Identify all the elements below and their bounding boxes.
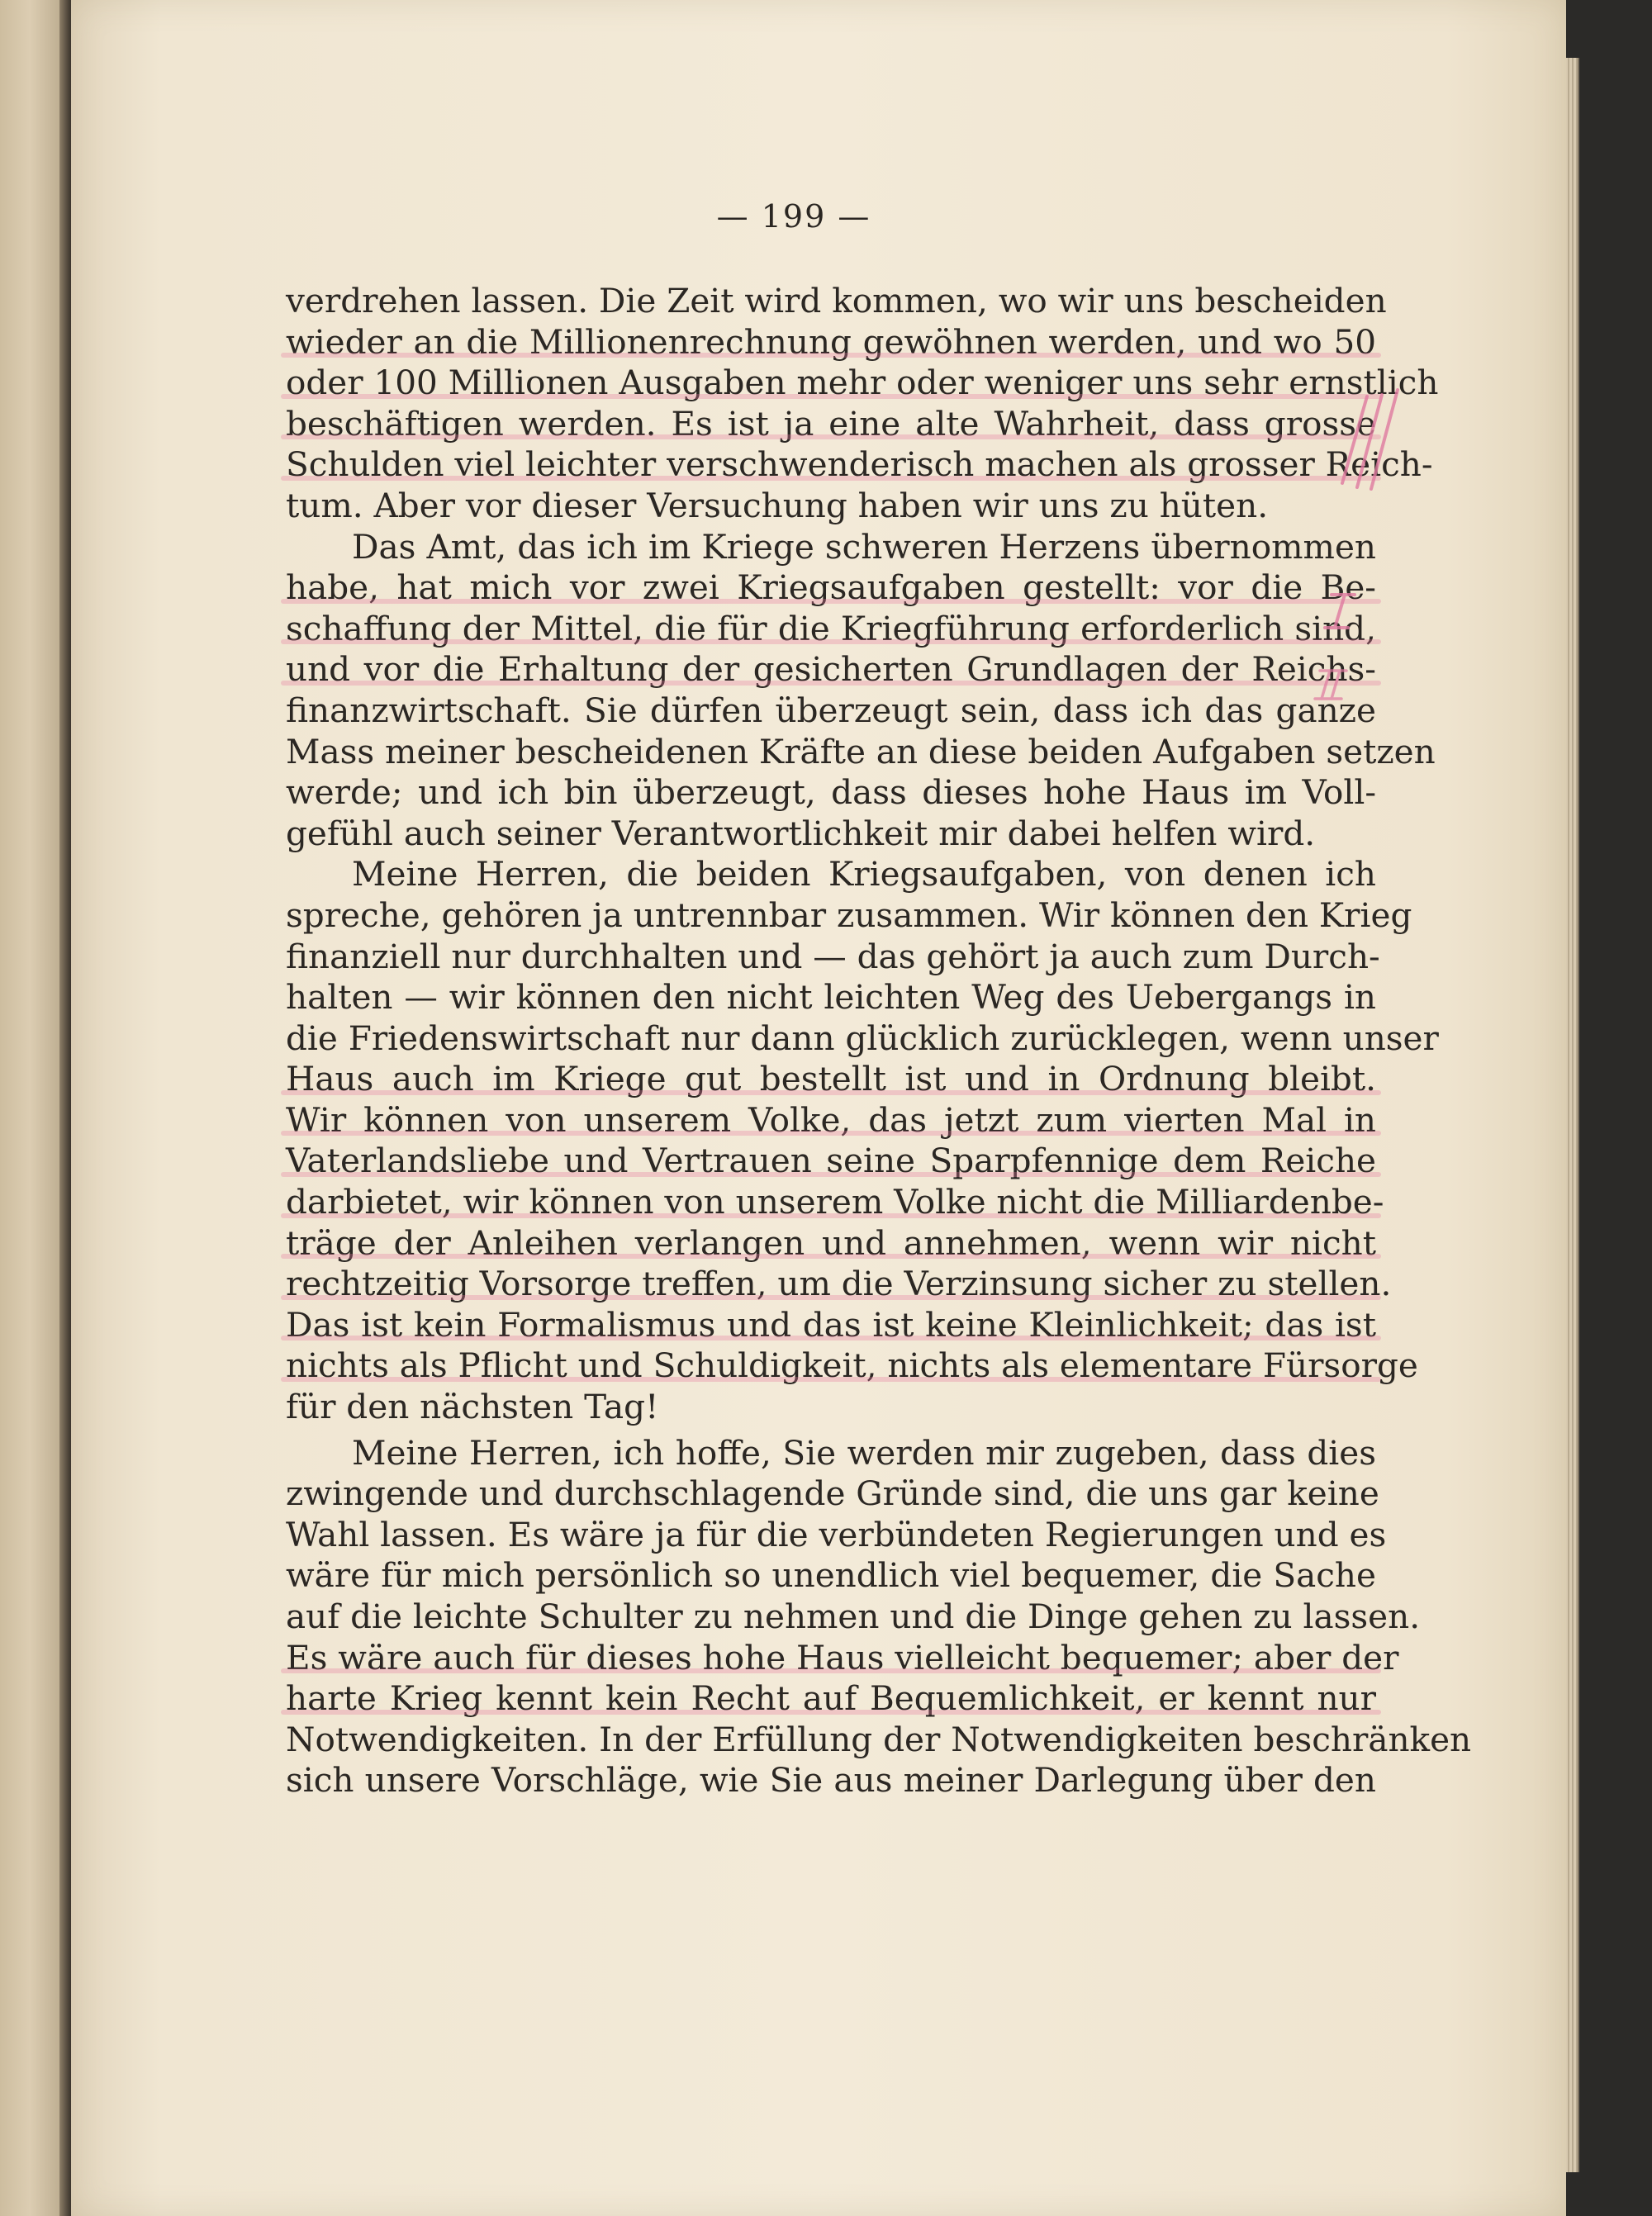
text-line: harte Krieg kennt kein Recht auf Bequemlichkeit, er kennt nur (286, 1678, 1376, 1719)
page-number: — 199 — (716, 198, 871, 235)
text-line: finanziell nur durchhalten und — das gehört ja auch zum Durch- (286, 936, 1380, 976)
text-line: nichts als Pflicht und Schuldigkeit, nichts als elementare Fürsorge (286, 1345, 1418, 1386)
text-line: Vaterlandsliebe und Vertrauen seine Sparpfennige dem Reiche (286, 1141, 1376, 1181)
text-line: Haus auch im Kriege gut bestellt ist und in Ordnung bleibt. (286, 1059, 1376, 1099)
text-line: rechtzeitig Vorsorge treffen, um die Verzinsung sicher zu stellen. (286, 1264, 1392, 1304)
text-line: wieder an die Millionenrechnung gewöhnen werden, und wo 50 (286, 321, 1376, 362)
body-text (286, 281, 1472, 1801)
text-line: verdrehen lassen. Die Zeit wird kommen, wo wir uns bescheiden (286, 281, 1387, 320)
text-line: gefühl auch seiner Verantwortlichkeit mir dabei helfen wird. (286, 813, 1316, 853)
text-line: wäre für mich persönlich so unendlich viel bequemer, die Sache (286, 1555, 1376, 1596)
text-line: Wahl lassen. Es wäre ja für die verbündeten Regierungen und es (286, 1514, 1387, 1554)
text-line: werde; und ich bin überzeugt, dass dieses hohe Haus im Voll- (286, 772, 1376, 813)
text-line: Schulden viel leichter verschwenderisch machen als grosser Reich- (286, 444, 1433, 485)
text-line: zwingende und durchschlagende Gründe sind, die uns gar keine (286, 1473, 1379, 1514)
text-line: habe, hat mich vor zwei Kriegsaufgaben gestellt: vor die Be- (286, 567, 1376, 608)
text-line: spreche, gehören ja untrennbar zusammen. Wir können den Krieg (286, 894, 1412, 935)
paragraph (286, 281, 1439, 527)
text-line: Mass meiner bescheidenen Kräfte an diese beiden Aufgaben setzen (286, 731, 1436, 771)
text-line: Wir können von unserem Volke, das jetzt zum vierten Mal in (286, 1099, 1376, 1140)
text-line: oder 100 Millionen Ausgaben mehr oder weniger uns sehr ernstlich (286, 363, 1439, 403)
text-line: darbietet, wir können von unserem Volke nicht die Milliardenbe- (286, 1182, 1384, 1222)
text-line: schaffung der Mittel, die für die Kriegführung erforderlich sind, (286, 608, 1376, 648)
text-line: sich unsere Vorschläge, wie Sie aus meiner Darlegung über den (286, 1760, 1376, 1801)
left-page-margin (0, 0, 66, 2216)
text-line: Es wäre auch für dieses hohe Haus vielleicht bequemer; aber der (286, 1637, 1399, 1677)
text-line: träge der Anleihen verlangen und annehmen, wenn wir nicht (286, 1222, 1376, 1263)
text-line: tum. Aber vor dieser Versuchung haben wir uns zu hüten. (286, 485, 1269, 525)
paragraph (286, 1432, 1472, 1801)
text-line: Das Amt, das ich im Kriege schweren Herzens übernommen (352, 526, 1376, 567)
text-line: Das ist kein Formalismus und das ist keine Kleinlichkeit; das ist (286, 1304, 1376, 1345)
text-line: Notwendigkeiten. In der Erfüllung der Notwendigkeiten beschränken (286, 1719, 1472, 1759)
text-line: Meine Herren, ich hoffe, Sie werden mir zugeben, dass dies (352, 1432, 1376, 1473)
paragraph (286, 854, 1439, 1427)
text-line: finanzwirtschaft. Sie dürfen überzeugt sein, dass ich das ganze (286, 690, 1376, 730)
text-line: für den nächsten Tag! (286, 1387, 659, 1427)
text-line: auf die leichte Schulter zu nehmen und die Dinge gehen zu lassen. (286, 1597, 1421, 1636)
text-line: halten — wir können den nicht leichten Weg des Uebergangs in (286, 977, 1376, 1018)
book-page (71, 0, 1566, 2216)
text-line: und vor die Erhaltung der gesicherten Grundlagen der Reichs- (286, 649, 1376, 690)
book-gutter (59, 0, 71, 2216)
text-line: beschäftigen werden. Es ist ja eine alte Wahrheit, dass grosse (286, 403, 1376, 444)
text-line: Meine Herren, die beiden Kriegsaufgaben, von denen ich (352, 854, 1376, 894)
paragraph (286, 526, 1436, 855)
text-line: die Friedenswirtschaft nur dann glücklich zurücklegen, wenn unser (286, 1018, 1439, 1058)
